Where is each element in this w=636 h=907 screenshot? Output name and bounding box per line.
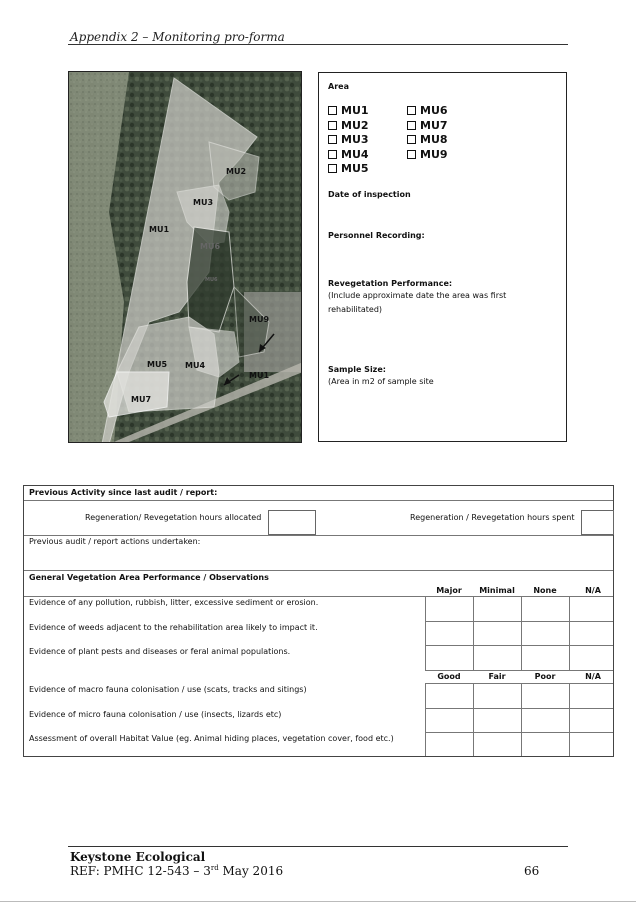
column-header-poor: Poor [534,672,556,681]
page-bottom-edge [0,901,636,902]
revegetation-note-line-1: (Include approximate date the area was first [328,291,507,300]
grid-line [521,683,522,756]
checkbox-mu7[interactable]: MU7 [407,119,448,132]
personnel-recording-label: Personnel Recording: [328,231,425,240]
map-label-mu5: MU5 [147,360,168,369]
aerial-map [68,71,302,443]
column-header-na-2: N/A [585,672,601,681]
area-label: Area [328,82,349,91]
column-header-none: None [533,586,557,595]
observations-table [23,485,614,757]
grid-line [425,708,613,709]
revegetation-performance-label: Revegetation Performance: [328,279,453,288]
map-label-mu6: MU6 [200,242,221,251]
general-performance-heading: General Vegetation Area Performance / Observations [29,573,269,582]
grid-line [425,621,613,622]
map-label-mu1-south: MU1 [249,371,270,380]
checkbox-mu8[interactable]: MU8 [407,133,448,146]
footer-organisation: Keystone Ecological [70,850,206,864]
grid-line [425,683,613,684]
observation-row-habitat-value: Assessment of overall Habitat Value (eg. Animal hiding places, vegetation cover, food etc.) [29,734,394,743]
column-header-na: N/A [585,586,601,595]
map-label-mu9: MU9 [249,315,270,324]
sample-size-note: (Area in m2 of sample site [328,377,434,386]
checkbox-square[interactable] [407,106,416,115]
observation-row-weeds: Evidence of weeds adjacent to the rehabilitation area likely to impact it. [29,623,318,632]
checkbox-square[interactable] [407,135,416,144]
checkbox-square[interactable] [407,121,416,130]
page-number: 66 [524,864,540,878]
observation-row-pests: Evidence of plant pests and diseases or feral animal populations. [29,647,291,656]
grid-line [473,596,474,670]
grid-line [521,596,522,670]
header-rule [68,44,568,45]
row-divider [24,596,613,597]
checkbox-mu6[interactable]: MU6 [407,104,448,117]
checkbox-mu2[interactable]: MU2 [328,119,369,132]
inspection-details-box [318,72,567,442]
map-label-mu4: MU4 [185,361,206,370]
hours-spent-field[interactable] [581,510,614,535]
hours-allocated-field[interactable] [268,510,316,535]
map-label-mu3: MU3 [193,198,214,207]
grid-line [569,596,570,670]
date-of-inspection-label: Date of inspection [328,190,411,199]
grid-line [425,645,613,646]
column-header-major: Major [436,586,462,595]
map-label-mu7: MU7 [131,395,152,404]
checkbox-square[interactable] [328,135,337,144]
checkbox-mu9[interactable]: MU9 [407,148,448,161]
checkbox-square[interactable] [328,150,337,159]
revegetation-note-line-2: rehabilitated) [328,305,383,314]
map-label-mu1: MU1 [149,225,170,234]
row-divider [24,570,613,571]
row-divider [24,535,613,536]
checkbox-mu4[interactable]: MU4 [328,148,369,161]
observation-row-macro-fauna: Evidence of macro fauna colonisation / use (scats, tracks and sitings) [29,685,307,694]
previous-actions-label: Previous audit / report actions undertaken: [29,537,201,546]
grid-line [425,596,426,670]
column-header-minimal: Minimal [479,586,515,595]
grid-line [425,683,426,756]
checkbox-square[interactable] [407,150,416,159]
footer-rule [68,846,568,847]
checkbox-mu1[interactable]: MU1 [328,104,369,117]
column-header-fair: Fair [488,672,506,681]
checkbox-mu3[interactable]: MU3 [328,133,369,146]
checkbox-mu5[interactable]: MU5 [328,162,369,175]
hours-allocated-label: Regeneration/ Revegetation hours allocated [85,513,262,522]
observation-row-pollution: Evidence of any pollution, rubbish, litter, excessive sediment or erosion. [29,598,319,607]
grid-line [425,670,613,671]
checkbox-square[interactable] [328,121,337,130]
aerial-map-image [69,72,302,443]
sample-size-label: Sample Size: [328,365,386,374]
previous-activity-label: Previous Activity since last audit / report: [29,488,218,497]
column-header-good: Good [437,672,461,681]
hours-spent-label: Regeneration / Revegetation hours spent [410,513,575,522]
row-divider [24,500,613,501]
observation-row-micro-fauna: Evidence of micro fauna colonisation / use (insects, lizards etc) [29,710,282,719]
map-label-mu2: MU2 [226,167,247,176]
checkbox-square[interactable] [328,106,337,115]
header-title: Appendix 2 – Monitoring pro-forma [70,30,285,44]
footer-reference: REF: PMHC 12-543 – 3rd May 2016 [70,864,284,878]
grid-line [473,683,474,756]
grid-line [569,683,570,756]
checkbox-square[interactable] [328,164,337,173]
map-label-mu6-small: MU6 [205,277,218,283]
grid-line [425,732,613,733]
